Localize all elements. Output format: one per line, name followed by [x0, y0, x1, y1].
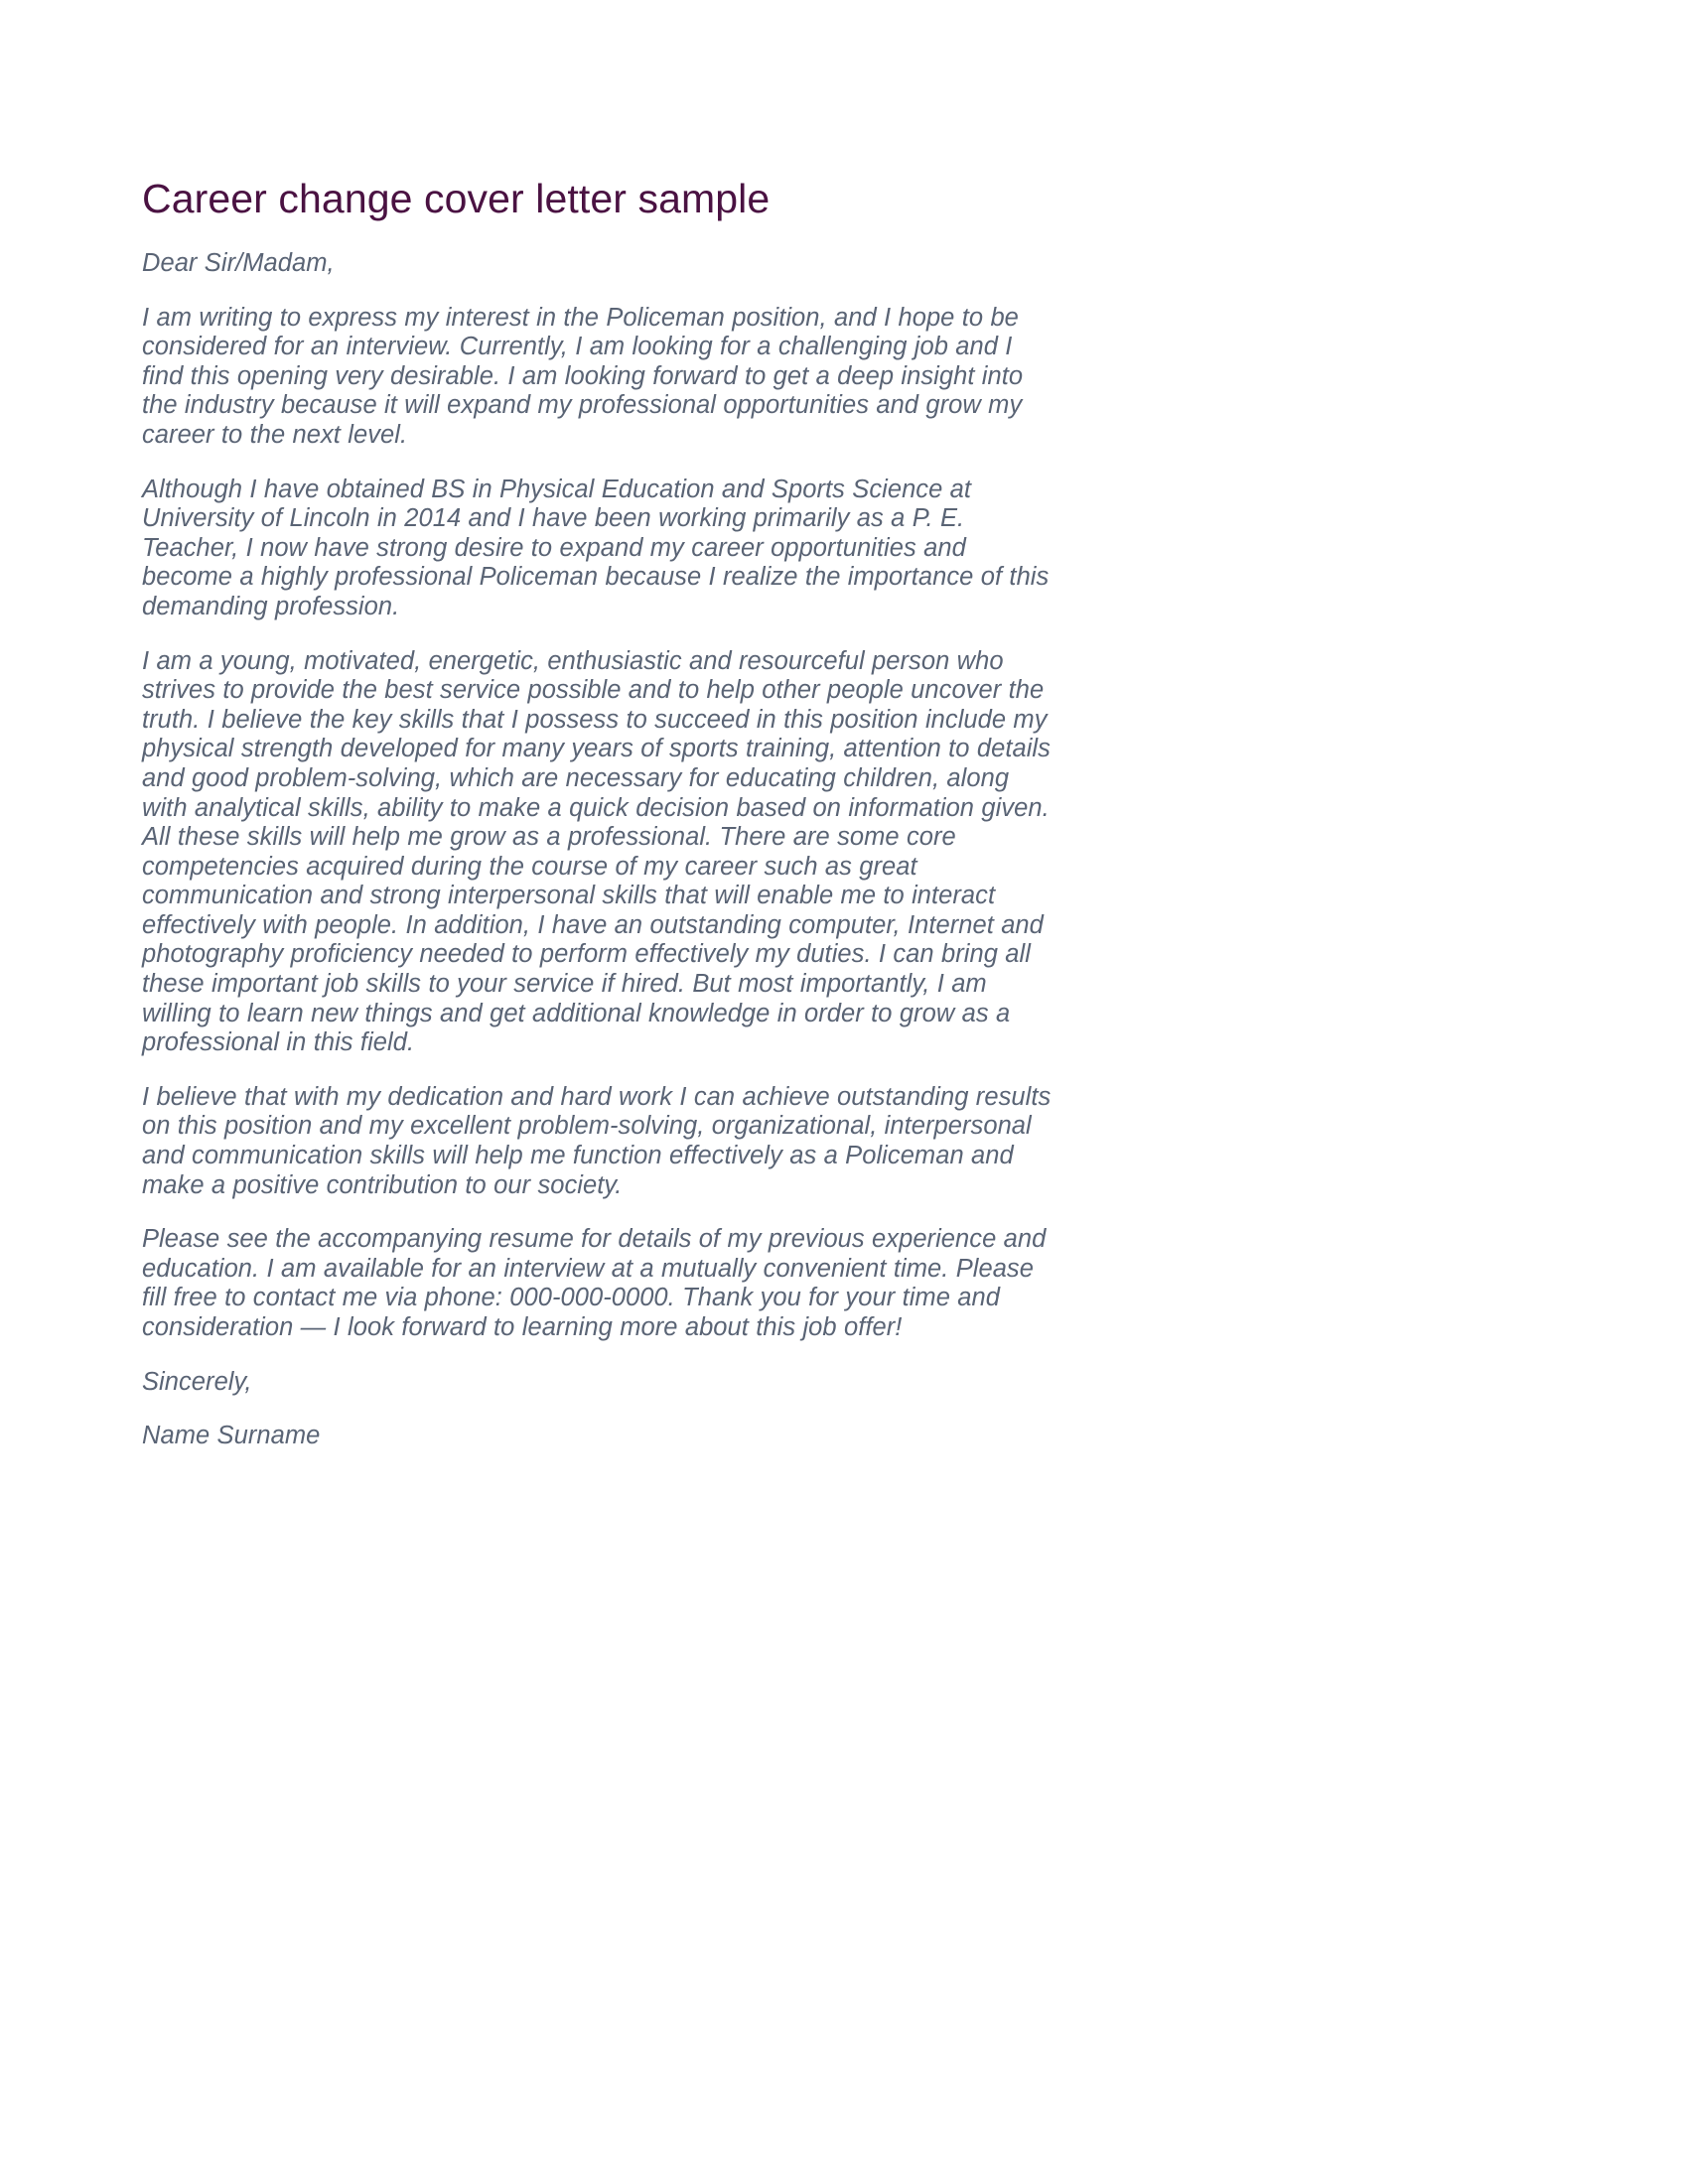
letter-paragraph-5: Please see the accompanying resume for details of my previous experience and education. I am available for an interview at a mutually convenient time. Please fill free to contact me via phone: 000-000-0000. Thank you for your time and consideration — I look forward to learning more about this job offer! [142, 1225, 1047, 1342]
cover-letter-body [142, 174, 1060, 1451]
letter-closing: Sincerely, [142, 1367, 252, 1396]
letter-paragraph-4: I believe that with my dedication and hard work I can achieve outstanding results on this position and my excellent problem-solving, organizational, interpersonal and communication skills will help me function effectively as a Policeman and make a positive contribution to our society. [142, 1082, 1052, 1199]
letter-paragraph-1: I am writing to express my interest in the Policeman position, and I hope to be considered for an interview. Currently, I am looking for a challenging job and I find this opening very desirable. I am looking forward to get a deep insight into the industry because it will expand my professional opportunities and grow my career to the next level. [142, 303, 1024, 449]
letter-paragraph-2: Although I have obtained BS in Physical Education and Sports Science at University of Lincoln in 2014 and I have been working primarily as a P. E. Teacher, I now have strong desire to expand my career opportunities and become a highly professional Policeman because I realize the importance of this demanding profession. [142, 475, 1050, 620]
letter-paragraph-3: I am a young, motivated, energetic, enthusiastic and resourceful person who strives to provide the best service possible and to help other people uncover the truth. I believe the key skills that I possess to succeed in this position include my physical strength developed for many years of sports training, attention to details and good problem-solving, which are necessary for educating children, along with analytical skills, ability to make a quick decision based on information given. All these skills will help me grow as a professional. There are some core competencies acquired during the course of my career such as great communication and strong interpersonal skills that will enable me to interact effectively with people. In addition, I have an outstanding computer, Internet and photography proficiency needed to perform effectively my duties. I can bring all these important job skills to your service if hired. But most importantly, I am willing to learn new things and get additional knowledge in order to grow as a professional in this field. [142, 646, 1051, 1057]
letter-signature: Name Surname [142, 1422, 321, 1450]
letter-salutation: Dear Sir/Madam, [142, 249, 335, 278]
page-title: Career change cover letter sample [142, 176, 771, 221]
